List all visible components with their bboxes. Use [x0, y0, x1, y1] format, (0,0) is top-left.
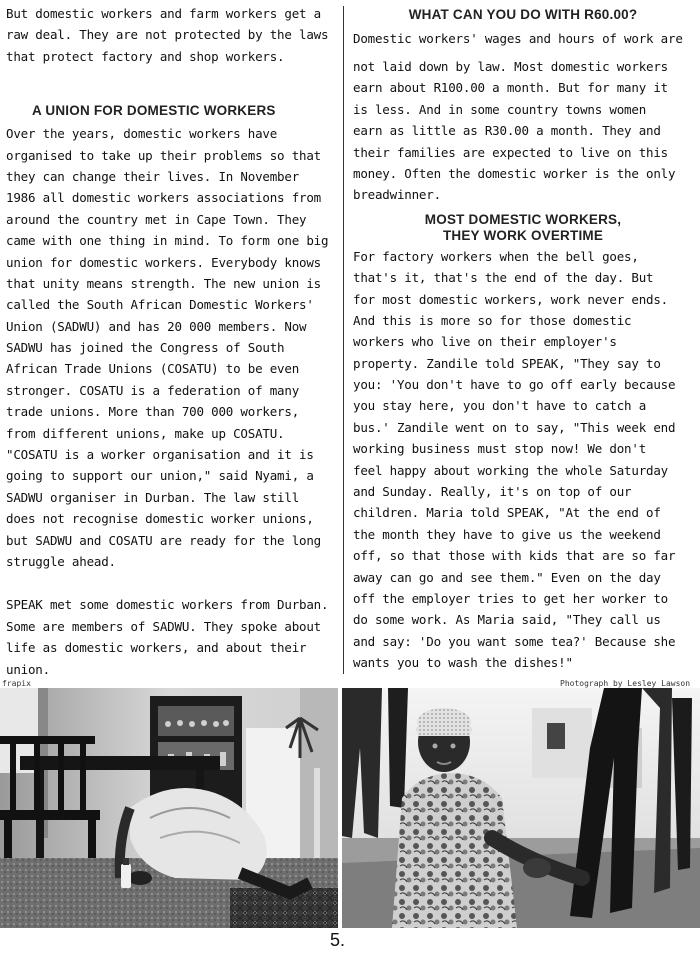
- text-line: Domestic workers' wages and hours of work are: [353, 31, 683, 46]
- text-line: off, so that those with kids that are so far: [353, 548, 676, 564]
- text-line: raw deal. They are not protected by the laws: [6, 27, 329, 43]
- text-line: around the country met in Cape Town. They: [6, 211, 307, 227]
- text-line: workers who live on their employer's: [353, 334, 617, 350]
- overtime-paragraph: [353, 246, 693, 674]
- page-number: 5.: [330, 930, 346, 950]
- text-line: earn about R100.00 a month. But for many it: [353, 80, 669, 96]
- text-line: earn as little as R30.00 a month. They and: [353, 123, 661, 139]
- text-line: trade unions. More than 700 000 workers,: [6, 404, 300, 420]
- text-line: SPEAK met some domestic workers from Durban.: [6, 597, 329, 613]
- text-line: their families are expected to live on this: [353, 144, 669, 160]
- text-line: money. Often the domestic worker is the only: [353, 165, 676, 181]
- text-line: you: 'You don't have to go off early because: [353, 377, 676, 393]
- text-line: working business must stop now! We don't: [353, 441, 647, 457]
- text-line: stronger. COSATU is a federation of many: [6, 382, 300, 398]
- left-column: [6, 3, 336, 680]
- text-line: SADWU organiser in Durban. The law still: [6, 489, 300, 505]
- text-line: organised to take up their problems so that: [6, 147, 322, 163]
- text-line: But domestic workers and farm workers get a: [6, 6, 322, 21]
- text-line: they can change their lives. In November: [6, 168, 300, 184]
- text-line: "COSATU is a worker organisation and it is: [6, 447, 314, 463]
- text-line: union.: [6, 661, 50, 677]
- union-paragraph: [6, 123, 336, 572]
- text-line: feel happy about working the whole Saturday: [353, 462, 669, 478]
- text-line: away can go and see them." Even on the day: [353, 569, 661, 585]
- heading-line: THEY WORK OVERTIME: [442, 227, 604, 243]
- text-line: off the employer tries to get her worker to: [353, 590, 669, 606]
- text-line: children. Maria told SPEAK, "At the end of: [353, 505, 661, 521]
- text-line: for most domestic workers, work never ends.: [353, 291, 669, 307]
- text-line: And this is more so for those domestic: [353, 312, 632, 328]
- text-line: that unity means strength. The new union is: [6, 275, 322, 291]
- section-heading-union: A UNION FOR DOMESTIC WORKERS: [32, 103, 276, 119]
- wages-paragraph: [353, 27, 693, 206]
- text-line: union for domestic workers. Everybody knows: [6, 254, 322, 270]
- text-line: that protect factory and shop workers.: [6, 48, 285, 64]
- text-line: not laid down by law. Most domestic workers: [353, 59, 669, 74]
- section-heading-wages: WHAT CAN YOU DO WITH R60.00?: [408, 7, 638, 22]
- photo-credit-right: Photograph by Lesley Lawson: [560, 679, 691, 688]
- text-line: SADWU has joined the Congress of South: [6, 340, 285, 356]
- photo-woman-scrubbing-floor: [0, 688, 338, 928]
- text-line: do some work. As Maria said, "They call us: [353, 612, 661, 628]
- right-column: [353, 3, 693, 674]
- text-line: African Trade Unions (COSATU) to be even: [6, 361, 300, 377]
- photo-woman-hanging-washing: [342, 688, 700, 928]
- text-line: from different unions, make up COSATU.: [6, 425, 285, 441]
- text-line: and Sunday. Really, it's on top of our: [353, 484, 632, 500]
- section-heading-overtime: [353, 212, 693, 246]
- text-line: breadwinner.: [353, 187, 441, 203]
- text-line: called the South African Domestic Workers': [6, 297, 314, 313]
- text-line: property. Zandile told SPEAK, "They say to: [353, 355, 661, 371]
- text-line: life as domestic workers, and about their: [6, 640, 307, 656]
- text-line: does not recognise domestic worker unions,: [6, 511, 314, 527]
- text-line: and say: 'Do you want some tea?' Because she: [353, 633, 676, 649]
- text-line: 1986 all domestic workers associations from: [6, 190, 322, 206]
- text-line: but SADWU and COSATU are ready for the long: [6, 532, 322, 548]
- text-line: going to support our union," said Nyami, a: [6, 468, 314, 484]
- heading-line: MOST DOMESTIC WORKERS,: [424, 211, 622, 227]
- text-line: Union (SADWU) and has 20 000 members. Now: [6, 318, 307, 334]
- text-line: that's it, that's the end of the day. But: [353, 270, 654, 286]
- text-line: Over the years, domestic workers have: [6, 126, 278, 142]
- text-line: For factory workers when the bell goes,: [353, 248, 639, 264]
- text-line: wants you to wash the dishes!": [353, 655, 573, 671]
- text-line: is less. And in some country towns women: [353, 101, 647, 117]
- text-line: the month they have to give us the weekend: [353, 526, 661, 542]
- text-line: came with one thing in mind. To form one big: [6, 233, 329, 249]
- column-divider: [343, 6, 344, 674]
- intro-paragraph: [6, 3, 336, 67]
- photo-credit-left: frapix: [2, 679, 31, 688]
- text-line: struggle ahead.: [6, 553, 116, 569]
- text-line: you stay here, you don't have to catch a: [353, 398, 647, 414]
- text-line: bus.' Zandile went on to say, "This week end: [353, 419, 676, 435]
- closing-paragraph: [6, 594, 336, 680]
- text-line: Some are members of SADWU. They spoke about: [6, 618, 322, 634]
